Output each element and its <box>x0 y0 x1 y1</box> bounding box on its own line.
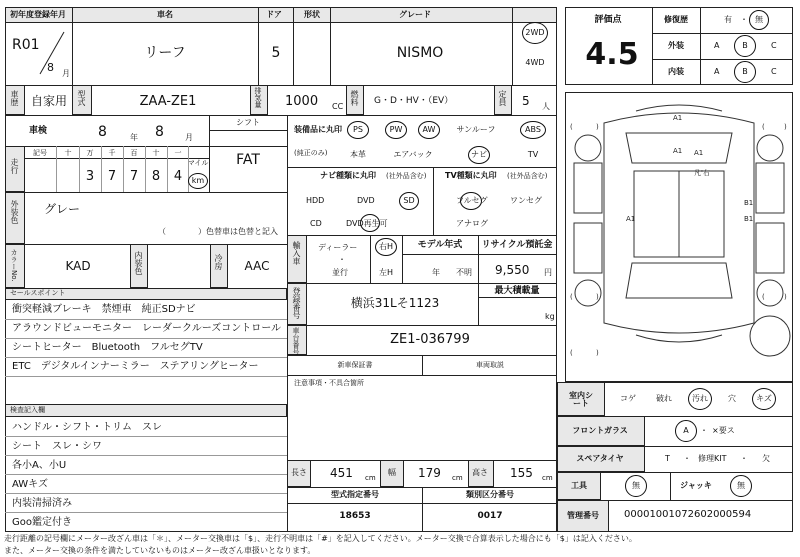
inspection-month-unit: 月 <box>185 133 193 142</box>
color-code-label: カラーNo. <box>10 249 18 282</box>
score-value: 4.5 <box>585 37 639 72</box>
inspector-note: 内装清掃済み <box>12 498 72 509</box>
model-year-label: モデル年式 <box>417 240 463 250</box>
equip-abs: ABS <box>525 125 541 134</box>
usage-label: 車歴 <box>10 90 19 106</box>
control-no-label: 管理番号 <box>567 511 599 520</box>
equip-leather: 本革 <box>350 150 366 159</box>
tv-analog: アナログ <box>456 219 488 228</box>
ext-color-label: 外装色 <box>10 200 19 224</box>
score-label: 評価点 <box>594 15 622 25</box>
navi-hdd: HDD <box>306 196 325 205</box>
car-name-label: 車名 <box>157 10 173 19</box>
color-code-value: KAD <box>65 259 91 273</box>
damage-mark: A1 <box>673 114 683 122</box>
interior-grade: B <box>742 67 748 76</box>
int-color-label: 内装色 <box>134 251 143 275</box>
damage-mark: B1 <box>744 215 754 223</box>
damage-mark: A1 <box>694 149 704 157</box>
mileage-digit: 3 <box>85 169 95 184</box>
length-value: 451 <box>330 466 353 480</box>
import-parallel: 並行 <box>332 268 348 277</box>
navi-cd: CD <box>310 219 322 228</box>
inspection-label: 車検 <box>28 126 48 136</box>
mileage-label: 走行 <box>10 158 19 174</box>
reg-no-value: 横浜31Lそ1123 <box>350 296 440 310</box>
svg-text:(: ( <box>570 123 573 131</box>
equip-aw: AW <box>422 125 436 134</box>
seat-scratch: キズ <box>756 394 772 403</box>
manual-label: 車両取説 <box>476 361 504 369</box>
inspector-note: AWキズ <box>12 479 48 490</box>
seat-label: 室内シート <box>569 391 593 408</box>
svg-text:): ) <box>596 349 599 357</box>
navi-dvd-play: DVD再生可 <box>346 219 388 228</box>
model-value: ZAA-ZE1 <box>139 94 197 109</box>
interior-label: 内装 <box>668 67 684 76</box>
sales-point: アラウンドビューモニター レーダークルーズコントロール <box>12 323 281 334</box>
grade-label: グレード <box>399 10 431 19</box>
notes-label: 注意事項・不具合箇所 <box>294 379 364 387</box>
repair-none: 無 <box>755 15 763 24</box>
cc-unit: CC <box>332 102 344 111</box>
damage-mark: A1 <box>673 147 683 155</box>
width-label: 幅 <box>388 468 396 477</box>
control-no-value: 0000100107260200059​4 <box>624 509 752 520</box>
inspection-month: 8 <box>155 124 164 140</box>
inspector-note: 各小A、小U <box>12 460 67 471</box>
capacity-label: 定員 <box>498 90 507 106</box>
windshield-label: フロントガラス <box>572 426 628 435</box>
shift-value: FAT <box>236 152 260 168</box>
steer-right: 右H <box>378 242 394 251</box>
width-value: 179 <box>418 466 441 480</box>
equip-navi: ナビ <box>471 150 487 159</box>
mileage-digit: 8 <box>151 169 161 184</box>
svg-text:): ) <box>596 123 599 131</box>
doors-value: 5 <box>271 45 281 61</box>
exterior-grade: B <box>742 41 748 50</box>
grade-value: NISMO <box>396 45 444 61</box>
car-diagram-drawing <box>566 93 792 381</box>
sales-point: 衝突軽減ブレーキ 禁煙車 純正SDナビ <box>12 304 196 315</box>
equipment-note: (純正のみ) <box>294 149 328 157</box>
svg-text:(: ( <box>762 293 765 301</box>
tools-label: 工具 <box>571 481 587 490</box>
fuel-options: G・D・HV・（EV） <box>374 96 454 106</box>
svg-text:): ) <box>784 123 787 131</box>
max-load-label: 最大積載量 <box>494 286 540 296</box>
inspector-note: シート スレ・シワ <box>12 441 102 452</box>
length-label: 長さ <box>291 468 307 477</box>
inspection-year-unit: 年 <box>130 133 138 142</box>
shift-label: シフト <box>236 118 260 127</box>
tv-title: TV種類に丸印 <box>445 171 497 180</box>
footer-note: 走行距離の記号欄にメーター改ざん車は「＊」、メーター交換車は「$」、走行不明車は「#」を記入してください。メーター交換で合算表示した場合にも「$」は記入ください。 <box>4 534 637 543</box>
lot-number: R01 <box>12 37 40 53</box>
navi-title: ナビ種類に丸印 <box>320 171 376 180</box>
ac-label: 冷房 <box>214 254 223 270</box>
displacement-value: 1000 <box>285 94 319 109</box>
class-no-value: 0017 <box>477 511 503 521</box>
height-label: 高さ <box>472 468 488 477</box>
footer-note: また、メーター交換の条件を満たしていないものはメーター改ざん車扱いとなります。 <box>4 546 316 555</box>
equip-airbag: エアバック <box>393 150 433 159</box>
reg-month: 8 <box>47 61 54 74</box>
first-reg-label: 初年度登録年月 <box>10 10 66 19</box>
steer-left: 左H <box>378 268 394 277</box>
svg-text:): ) <box>596 293 599 301</box>
car-name: リーフ <box>144 45 186 61</box>
jack-label: ジャッキ <box>680 481 712 490</box>
sales-points-label: セールスポイント <box>10 289 66 297</box>
svg-text:(: ( <box>570 293 573 301</box>
displacement-label: 排気量 <box>254 87 262 108</box>
capacity-unit: 人 <box>542 102 550 111</box>
svg-text:): ) <box>784 293 787 301</box>
tv-oneseg: ワンセグ <box>510 196 542 205</box>
model-year-unknown: 不明 <box>456 268 472 277</box>
svg-text:(: ( <box>570 349 573 357</box>
mileage-digit: 7 <box>129 169 139 184</box>
type-no-value: 18653 <box>339 511 371 521</box>
mileage-unit: km <box>191 176 205 185</box>
seat-dirt: 汚れ <box>692 394 708 403</box>
mileage-digit: 4 <box>173 169 183 184</box>
repair-label: 修復歴 <box>664 15 688 24</box>
capacity-value: 5 <box>522 94 530 108</box>
warranty-label: 新車保証書 <box>337 361 373 369</box>
chassis-label: 車台番号 <box>292 327 300 355</box>
inspector-note: ハンドル・シフト・トリム スレ <box>12 422 162 433</box>
drive-4wd: 4WD <box>525 58 545 67</box>
shape-label: 形状 <box>304 10 320 19</box>
inspector-notes-label: 検査記入欄 <box>10 406 45 414</box>
navi-dvd: DVD <box>357 196 375 205</box>
spare-tire-label: スペアタイヤ <box>576 454 624 463</box>
import-dealer: ディーラー <box>318 243 358 252</box>
import-label: 輸入車 <box>292 241 301 265</box>
reg-month-unit: 月 <box>62 69 70 78</box>
exterior-label: 外装 <box>668 41 684 50</box>
svg-text:(: ( <box>762 123 765 131</box>
height-value: 155 <box>510 466 533 480</box>
tv-fullseg: フルセグ <box>456 196 488 205</box>
ext-color-value: グレー <box>44 202 81 216</box>
equip-tv: TV <box>527 150 539 159</box>
equip-ps: PS <box>353 125 363 134</box>
model-label: 型式 <box>77 90 86 106</box>
sales-point: シートヒーター Bluetooth フルセグTV <box>12 342 203 353</box>
drive-2wd: 2WD <box>525 28 545 37</box>
equip-sunroof: サンルーフ <box>456 125 496 134</box>
jack-value: 無 <box>737 481 745 490</box>
equipment-label: 装備品に丸印 <box>294 125 342 134</box>
usage-value: 自家用 <box>31 94 68 108</box>
damage-mark: 凡'右 <box>694 169 710 177</box>
equip-pw: PW <box>389 125 403 134</box>
damage-mark: B1 <box>744 199 754 207</box>
door-label: ドア <box>266 10 282 19</box>
navi-sd: SD <box>403 196 415 205</box>
color-change-note: ）色替車は色替と記入 <box>198 227 278 236</box>
ac-value: AAC <box>244 259 270 273</box>
tools-value: 無 <box>632 481 640 490</box>
damage-mark: A1 <box>626 215 636 223</box>
inspector-note: Goo鑑定付き <box>12 517 72 528</box>
recycle-amount: 9,550 <box>495 263 530 277</box>
class-no-label: 類別区分番号 <box>466 490 514 499</box>
inspection-year: 8 <box>98 124 107 140</box>
mileage-digit: 7 <box>107 169 117 184</box>
fuel-label: 燃料 <box>350 90 359 106</box>
sales-point: ETC デジタルインナーミラー ステアリングヒーター <box>12 361 259 372</box>
recycle-label: リサイクル預託金 <box>481 240 553 250</box>
type-no-label: 型式指定番号 <box>331 490 379 499</box>
windshield-grade: A <box>683 426 689 435</box>
chassis-value: ZE1-036799 <box>390 332 470 347</box>
reg-no-label: 登録番号 <box>292 287 301 319</box>
